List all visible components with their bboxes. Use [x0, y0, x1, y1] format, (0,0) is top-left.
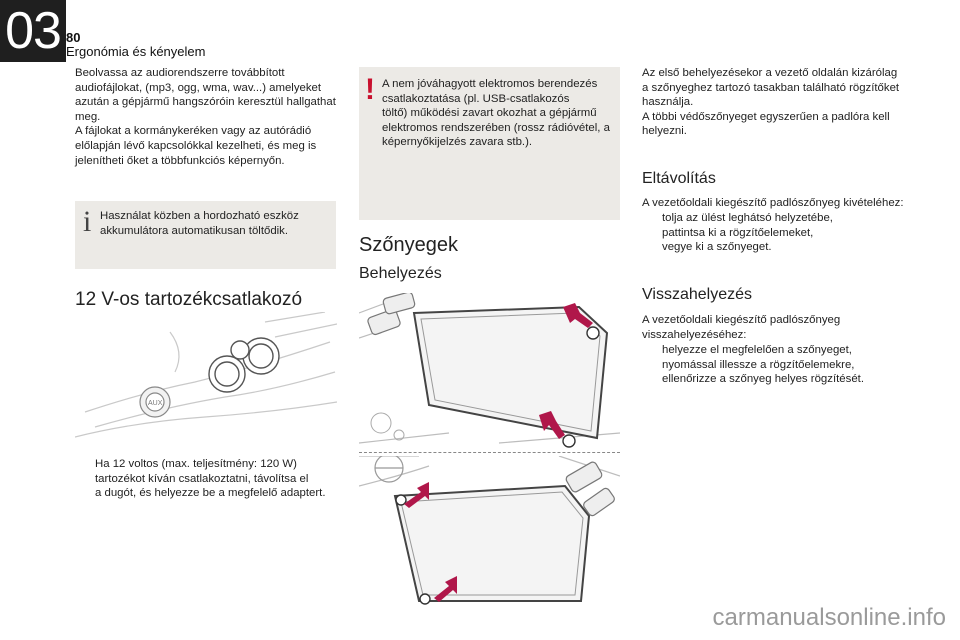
refit-steps	[642, 343, 932, 387]
watermark: carmanualsonline.info	[712, 604, 946, 631]
socket-instructions	[75, 457, 345, 501]
list-item: ellenőrizze a szőnyeg helyes rögzítését.	[662, 373, 864, 386]
removal-heading: Eltávolítás	[642, 170, 716, 187]
refit-intro: A vezetőoldali kiegészítő padlószőnyeg visszahelyezéséhez:	[642, 314, 841, 341]
socket-heading: 12 V-os tartozékcsatlakozó	[75, 289, 303, 310]
refit-heading: Visszahelyezés	[642, 286, 752, 303]
list-item: nyomással illessze a rögzítőelemekre,	[662, 358, 855, 371]
mat-fitting-illustration-top	[359, 293, 620, 448]
mat-drawing-top	[359, 293, 620, 448]
list-item: helyezze el megfelelően a szőnyeget,	[662, 344, 852, 356]
list-item: tolja az ülést leghátsó helyzetébe,	[662, 212, 833, 224]
section-title: Ergonómia és kényelem	[66, 44, 206, 59]
removal-intro: A vezetőoldali kiegészítő padlószőnyeg kivételéhez:	[642, 197, 904, 209]
info-box	[75, 201, 336, 269]
page-number: 80	[66, 30, 81, 45]
chapter-badge: 03	[0, 0, 66, 62]
info-text: Használat közben a hordozható eszköz akkumulátora automatikusan töltődik.	[100, 210, 299, 237]
figure-divider	[359, 452, 620, 453]
mat-drawing-bottom	[359, 456, 620, 606]
warning-icon: !	[365, 73, 375, 106]
list-item: Ha 12 voltos (max. teljesítmény: 120 W) tartozékot kíván csatlakoztatni, távolítsa el a dugót, és helyezze be a megfelelő adaptert.	[95, 458, 326, 500]
first-fitting-text: Az első behelyezésekor a vezető oldalán kizárólag a szőnyeghez tartozó tasakban található rögzítőket használja. A többi védőszőnyeget egyszerűen a padlóra kell helyezni.	[642, 67, 900, 138]
aux-label: AUX	[148, 400, 163, 407]
socket-drawing	[75, 312, 337, 447]
socket-illustration	[75, 312, 337, 447]
warning-box	[359, 67, 620, 220]
list-item: vegye ki a szőnyeget.	[662, 241, 772, 254]
list-item: pattintsa ki a rögzítőelemeket,	[662, 226, 814, 239]
audio-intro-text: Beolvassa az audiorendszerre továbbított audiofájlokat, (mp3, ogg, wma, wav...) amelyeket azután a gépjármű hangszóróin keresztül hallgathat meg. A fájlokat a kormánykeréken vagy az autórádió előlapján lévő kapcsolókkal kezelheti, és meg is jelenítheti őket a többfunkciós képernyőn.	[75, 67, 336, 167]
warning-text: A nem jóváhagyott elektromos berendezés csatlakoztatása (pl. USB-csatlakozós töltő) működési zavart okozhat a gépjármű elektromos rendszerében (rossz rádióvétel, a képernyőkijelzés zavara stb.).	[382, 78, 610, 149]
mat-fitting-illustration-bottom	[359, 456, 620, 606]
fitting-heading: Behelyezés	[359, 265, 442, 282]
removal-steps	[642, 211, 932, 255]
mats-heading: Szőnyegek	[359, 234, 458, 256]
info-icon: i	[83, 205, 92, 238]
